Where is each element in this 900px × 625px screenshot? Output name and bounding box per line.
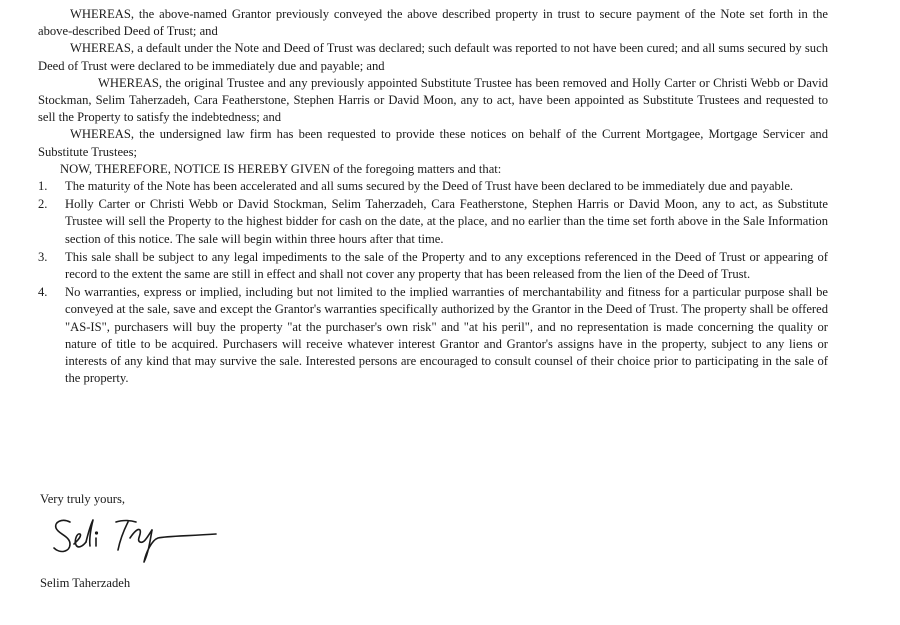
list-item (38, 249, 828, 283)
list-item (38, 284, 828, 387)
list-item (38, 178, 828, 195)
closing-salutation: Very truly yours, (40, 492, 125, 506)
recital-paragraph: WHEREAS, the undersigned law firm has been requested to provide these notices on behalf of the Current Mortgagee, Mortgage Servicer and Substitute Trustees; (38, 127, 828, 159)
notice-items-list (38, 178, 828, 387)
item-number: 3. (38, 249, 48, 264)
item-text: The maturity of the Note has been accelerated and all sums secured by the Deed of Trust have been declared to be immediately due and payable. (65, 179, 794, 194)
recital-paragraph: WHEREAS, the above-named Grantor previously conveyed the above described property in trust to secure payment of the Note set forth in the above-described Deed of Trust; and (38, 7, 828, 39)
signer-name: Selim Taherzadeh (40, 576, 131, 590)
recital-paragraph: WHEREAS, a default under the Note and Deed of Trust was declared; such default was reported to not have been cured; and all sums secured by such Deed of Trust were declared to be immediately due and payable; and (38, 41, 828, 73)
item-number: 1. (38, 179, 48, 194)
recital-paragraph: WHEREAS, the original Trustee and any previously appointed Substitute Trustee has been removed and Holly Carter or Christi Webb or David Stockman, Selim Taherzadeh, Cara Featherstone, Stephen Harris or David Moon, any to act, have been appointed as Substitute Trustees and requested to sell the Property to satisfy the indebtedness; and (38, 75, 828, 125)
item-number: 2. (38, 197, 48, 212)
item-text: Holly Carter or Christi Webb or David Stockman, Selim Taherzadeh, Cara Featherstone, Stephen Harris or David Moon, any to act, as Substitute Trustee will sell the Property to the highest bidder for cash on the date, at the place, and no earlier than the time set forth above in the Sale Information section of this notice. The sale will begin within three hours after that time. (65, 197, 828, 246)
item-text: No warranties, express or implied, including but not limited to the implied warranties of merchantability and fitness for a particular purpose shall be conveyed at the sale, save and except the Grantor's warranties specifically authorized by the Grantor in the Deed of Trust. The property shall be offered "AS-IS", purchasers will buy the property "at the purchaser's own risk" and "at his peril", and no representation is made concerning the quality or nature of title to be acquired. Purchasers will receive whatever interest Grantor and Grantor's assigns have in the property, subject to any liens or interests of any kind that may survive the sale. Interested persons are encouraged to consult counsel of their choice prior to participating in the sale of the property. (65, 285, 828, 386)
item-number: 4. (38, 285, 48, 300)
notice-intro: NOW, THEREFORE, NOTICE IS HEREBY GIVEN of the foregoing matters and that: (60, 161, 502, 176)
handwritten-signature-icon (48, 508, 228, 568)
document-body (38, 6, 828, 388)
item-text: This sale shall be subject to any legal impediments to the sale of the Property and to any exceptions referenced in the Deed of Trust or appearing of record to the extent the same are still in effect and shall not cover any property that has been released from the lien of the Deed of Trust. (65, 249, 828, 282)
list-item (38, 196, 828, 248)
